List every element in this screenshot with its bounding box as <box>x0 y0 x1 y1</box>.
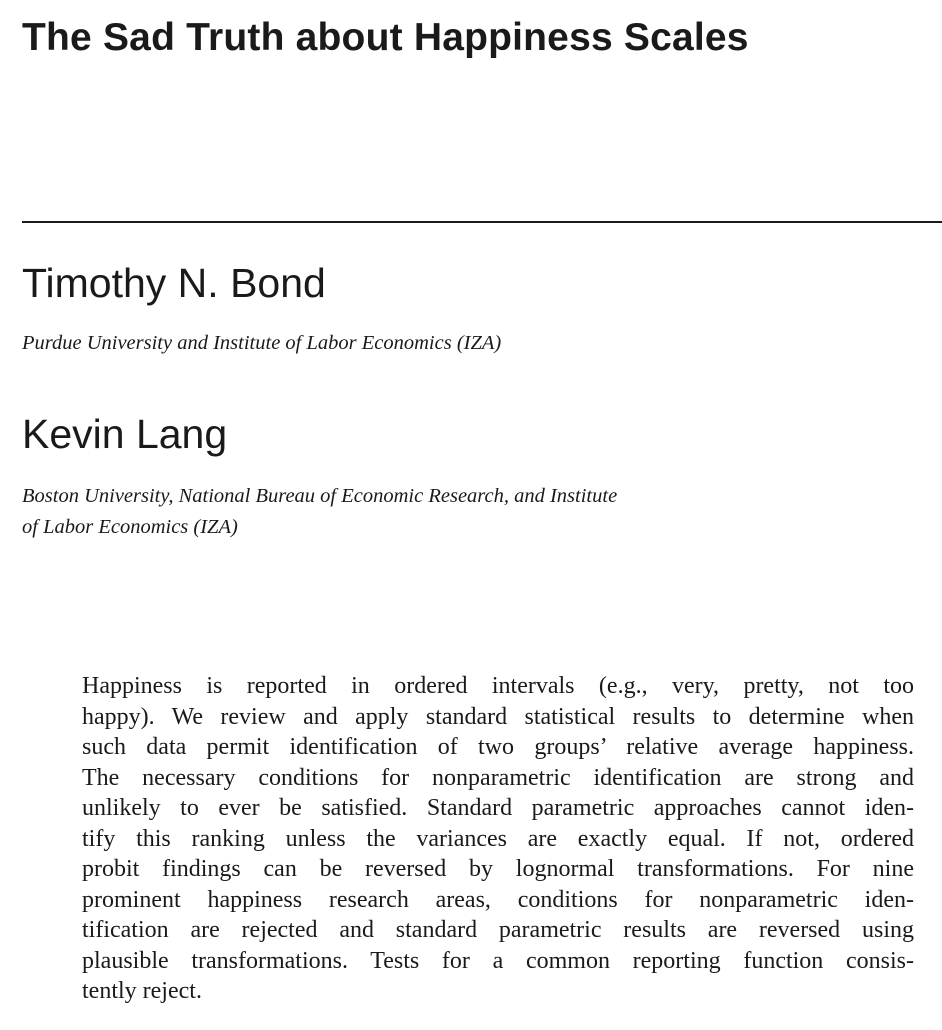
abstract <box>82 671 914 1007</box>
paper-title: The Sad Truth about Happiness Scales <box>22 16 749 59</box>
author-name-bond: Timothy N. Bond <box>22 260 326 306</box>
abstract-line: tify this ranking unless the variances are exactly equal. If not, ordered <box>82 825 914 852</box>
abstract-line: unlikely to ever be satisfied. Standard parametric approaches cannot iden- <box>82 795 914 821</box>
abstract-line: plausible transformations. Tests for a common reporting function consis- <box>82 947 914 974</box>
abstract-line: The necessary conditions for nonparametric identification are strong and <box>82 764 914 791</box>
abstract-line: tification are rejected and standard parametric results are reversed using <box>82 917 914 943</box>
affiliation-line: Boston University, National Bureau of Economic Research, and Institute <box>22 485 618 507</box>
abstract-line: prominent happiness research areas, conditions for nonparametric iden- <box>82 886 914 913</box>
abstract-line: Happiness is reported in ordered intervals (e.g., very, pretty, not too <box>82 673 914 699</box>
abstract-line: probit findings can be reversed by lognormal transformations. For nine <box>82 856 914 882</box>
title-divider <box>22 221 942 223</box>
author-name-lang: Kevin Lang <box>22 411 228 457</box>
abstract-line: happy). We review and apply standard statistical results to determine when <box>82 703 914 730</box>
abstract-line: such data permit identification of two groups’ relative average happiness. <box>82 734 914 760</box>
author-affiliation-bond: Purdue University and Institute of Labor Economics (IZA) <box>22 332 502 354</box>
abstract-line: tently reject. <box>82 978 202 1004</box>
author-affiliation-lang <box>22 481 742 543</box>
affiliation-line: of Labor Economics (IZA) <box>22 516 238 538</box>
